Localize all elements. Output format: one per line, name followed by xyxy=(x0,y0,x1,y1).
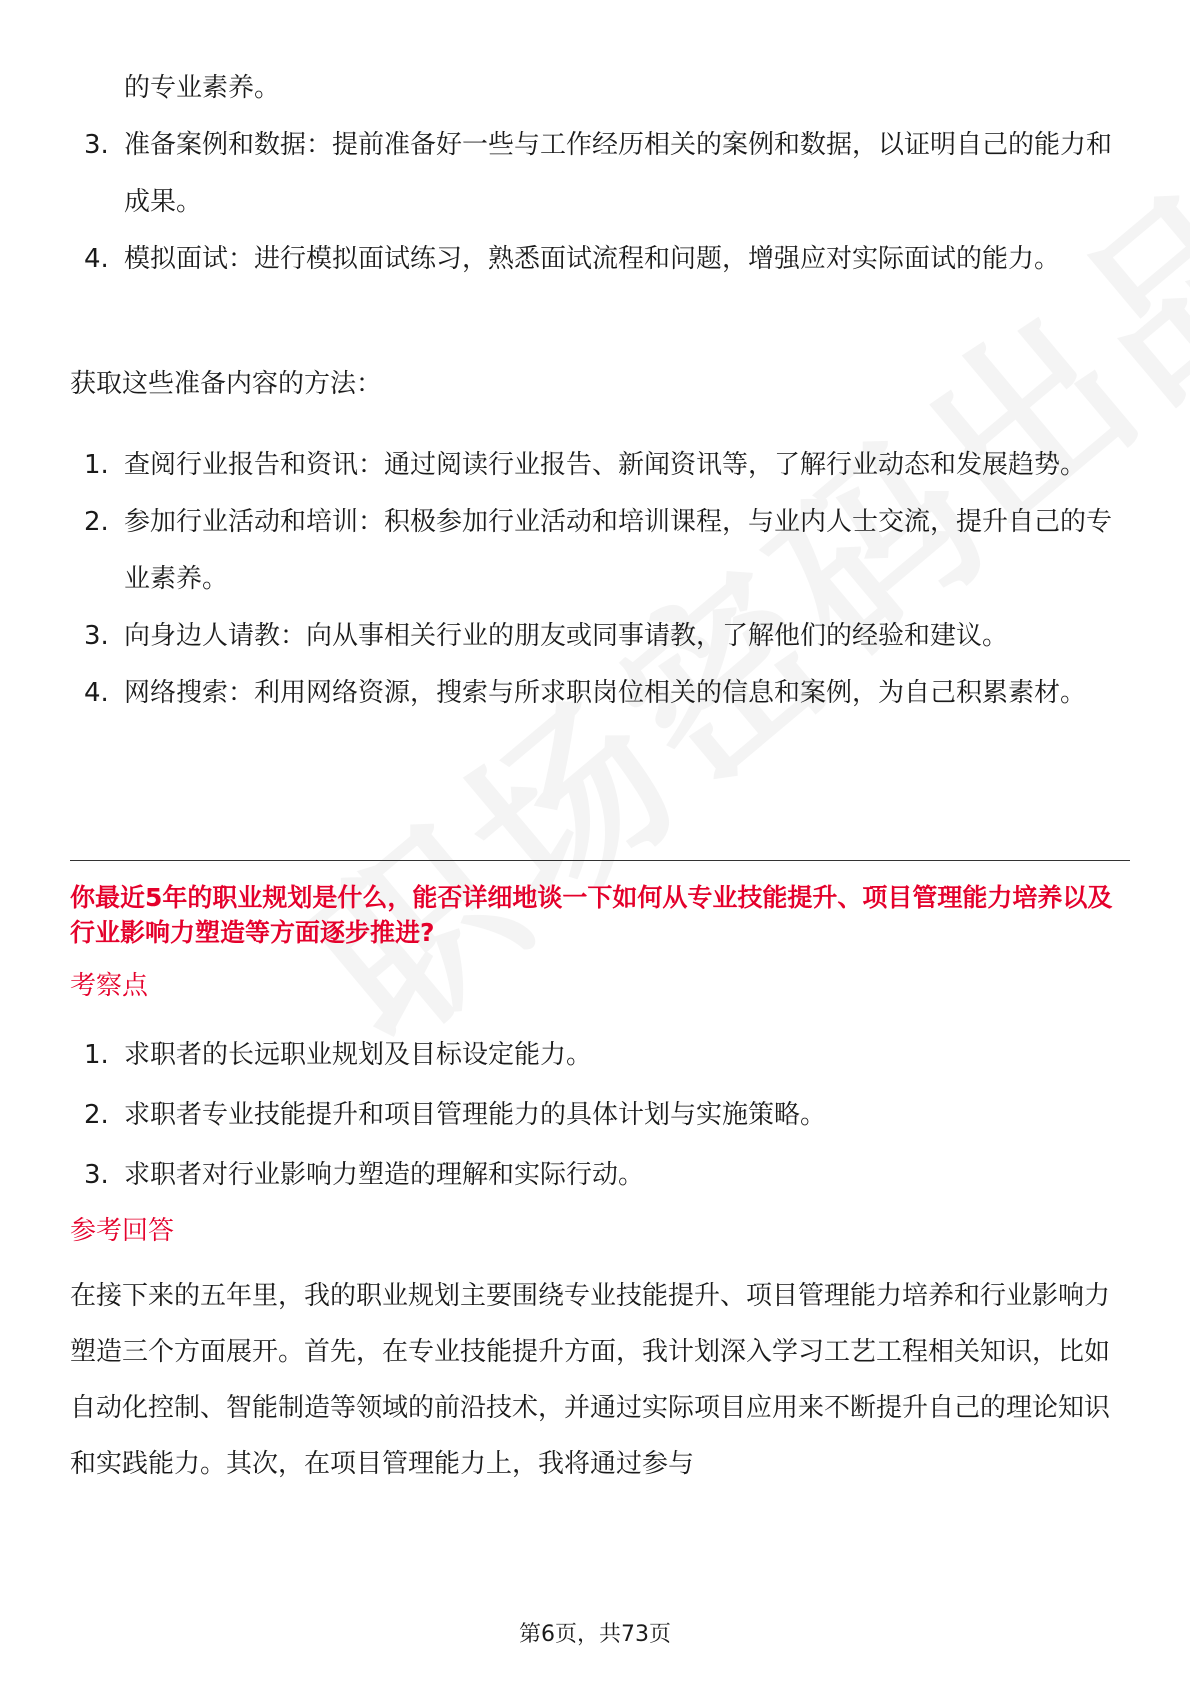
list-item xyxy=(70,117,1130,231)
list-item-text: 参加行业活动和培训：积极参加行业活动和培训课程，与业内人士交流，提升自己的专业素养。 xyxy=(124,507,1113,594)
methods-heading: 获取这些准备内容的方法： xyxy=(70,369,383,399)
list-number: 4. xyxy=(84,244,109,274)
list-number: 2. xyxy=(84,507,109,537)
top-list xyxy=(70,60,1130,288)
list-number: 2. xyxy=(84,1100,109,1130)
list-item-text: 查阅行业报告和资讯：通过阅读行业报告、新闻资讯等，了解行业动态和发展趋势。 xyxy=(124,450,1087,480)
list-item xyxy=(70,494,1130,608)
list-item xyxy=(70,665,1130,722)
list-item xyxy=(70,231,1130,288)
list-item-text: 网络搜索：利用网络资源，搜索与所求职岗位相关的信息和案例，为自己积累素材。 xyxy=(124,678,1087,708)
list-item-text: 准备案例和数据：提前准备好一些与工作经历相关的案例和数据，以证明自己的能力和成果。 xyxy=(124,130,1113,217)
question-title: 你最近5年的职业规划是什么，能否详细地谈一下如何从专业技能提升、项目管理能力培养以及行业影响力塑造等方面逐步推进? xyxy=(70,883,1113,947)
points-section xyxy=(70,1025,1130,1205)
list-number: 3. xyxy=(84,1160,109,1190)
methods-section xyxy=(70,437,1130,722)
list-item-continuation: 的专业素养。 xyxy=(124,73,281,103)
points-heading: 考察点 xyxy=(70,971,149,1001)
list-item xyxy=(70,1145,1130,1205)
list-number: 3. xyxy=(84,130,109,160)
list-item xyxy=(70,1085,1130,1145)
page-number: 第6页，共73页 xyxy=(519,1622,671,1647)
section-divider xyxy=(70,860,1130,861)
list-item xyxy=(70,1025,1130,1085)
list-item xyxy=(70,437,1130,494)
list-item-text: 求职者对行业影响力塑造的理解和实际行动。 xyxy=(124,1160,645,1190)
list-number: 4. xyxy=(84,678,109,708)
top-list-section xyxy=(70,60,1130,288)
list-number: 3. xyxy=(84,621,109,651)
list-number: 1. xyxy=(84,450,109,480)
list-number: 1. xyxy=(84,1040,109,1070)
list-item-text: 模拟面试：进行模拟面试练习，熟悉面试流程和问题，增强应对实际面试的能力。 xyxy=(124,244,1061,274)
list-item-text: 求职者专业技能提升和项目管理能力的具体计划与实施策略。 xyxy=(124,1100,827,1130)
points-list xyxy=(70,1025,1130,1205)
list-item xyxy=(70,608,1130,665)
methods-list xyxy=(70,437,1130,722)
answer-heading: 参考回答 xyxy=(70,1216,175,1246)
list-item-text: 向身边人请教：向从事相关行业的朋友或同事请教，了解他们的经验和建议。 xyxy=(124,621,1009,651)
list-item-text: 求职者的长远职业规划及目标设定能力。 xyxy=(124,1040,593,1070)
answer-paragraph: 在接下来的五年里，我的职业规划主要围绕专业技能提升、项目管理能力培养和行业影响力塑造三个方面展开。首先，在专业技能提升方面，我计划深入学习工艺工程相关知识，比如自动化控制、智能制造等领域的前沿技术，并通过实际项目应用来不断提升自己的理论知识和实践能力。其次，在项目管理能力上，我将通过参与 xyxy=(70,1281,1111,1479)
